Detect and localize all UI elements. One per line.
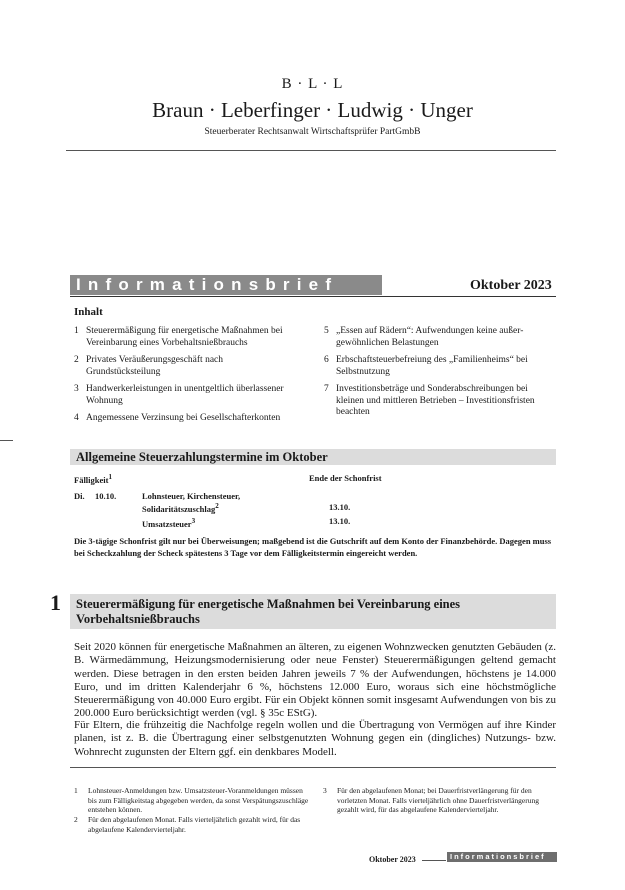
firm-name: Braun · Leberfinger · Ludwig · Unger bbox=[152, 98, 473, 122]
due-dates-column-due bbox=[74, 472, 112, 485]
due-dates-note: Die 3-tägige Schonfrist gilt nur bei Überweisungen; maßgebend ist die Gutschrift auf dem Konto der Finanzbehörde. Dagegen muss bei Scheckzahlung der Scheck spätestens 3 Tage vor dem Fälligkeitstermin eingereicht werden. bbox=[74, 536, 552, 558]
footnote bbox=[323, 786, 556, 815]
masthead-title: Informationsbrief bbox=[70, 275, 382, 295]
due-date: 10.10. bbox=[95, 491, 117, 501]
footnote-ref: 2 bbox=[215, 502, 219, 510]
footnote-text: Lohnsteuer-Anmeldungen bzw. Umsatzsteuer-Voranmeldungen müssen bis zum Fälligkeitstag abgegeben werden, da sonst Verspätungszuschläge entstehen können. bbox=[88, 786, 309, 814]
due-tax-umsatzsteuer bbox=[142, 516, 195, 529]
due-end-umsatzsteuer: 13.10. bbox=[329, 516, 351, 526]
toc-item[interactable] bbox=[74, 355, 299, 378]
toc-item-number: 1 bbox=[74, 326, 79, 336]
section-paragraph-2: Für Eltern, die frühzeitig die Nachfolge regeln wollen und die Übertragung von Vermögen auf ihre Kinder planen, ist z. B. die Übertragung einer selbstgenutzten Wohnung gegen ein (dingliches) Nutzungs- bzw. Wohnrecht zugunsten der Eltern ggf. ein denkbares Modell. bbox=[74, 719, 556, 758]
column-due-label: Fälligkeit bbox=[74, 474, 109, 485]
toc-heading: Inhalt bbox=[74, 306, 103, 318]
toc-left-column bbox=[74, 326, 299, 431]
firm-subtitle: Steuerberater Rechtsanwalt Wirtschaftsprüfer PartGmbB bbox=[204, 127, 421, 137]
toc-item[interactable] bbox=[74, 326, 299, 349]
toc-item-label: Angemessene Verzinsung bei Gesellschafterkonten bbox=[86, 413, 281, 423]
footnote-divider bbox=[70, 767, 556, 768]
footnote-number: 1 bbox=[74, 786, 78, 795]
footer-divider bbox=[422, 860, 446, 861]
footnote-number: 3 bbox=[323, 786, 327, 795]
footnote-text: Für den abgelaufenen Monat; bei Dauerfristverlängerung für den vorletzten Monat. Falls vierteljährlich ohne Dauerfristverlängerung gezahlt wird, für das abgelaufene Kalendervierteljahr. bbox=[337, 786, 540, 814]
toc-item[interactable] bbox=[324, 326, 549, 349]
tax-name-line: Solidaritätszuschlag$^2$ bbox=[142, 502, 219, 514]
due-dates-heading: Allgemeine Steuerzahlungstermine im Oktober bbox=[70, 449, 556, 465]
footnote-number: 2 bbox=[74, 815, 78, 824]
toc-item-number: 2 bbox=[74, 355, 79, 365]
masthead-date: Oktober 2023 bbox=[470, 278, 552, 293]
footnote-text: Für den abgelaufenen Monat. Falls vierteljährlich gezahlt wird, für das abgelaufene Kalendervierteljahr. bbox=[88, 815, 301, 834]
toc-item-number: 3 bbox=[74, 384, 79, 394]
section-title: Steuerermäßigung für energetische Maßnahmen bei Vereinbarung eines Vorbehaltsnießbrauchs bbox=[70, 594, 556, 629]
toc-item-number: 5 bbox=[324, 326, 329, 336]
section-number: 1 bbox=[50, 590, 61, 615]
toc-item-label: Investitionsbeträge und Sonderabschreibungen bei kleinen und mittleren Betrieben – Investitionsfristen beachten bbox=[336, 384, 535, 417]
toc-item-label: Handwerkerleistungen in unentgeltlich überlassener Wohnung bbox=[86, 384, 284, 406]
footnote bbox=[74, 815, 309, 834]
footer-badge: Informationsbrief bbox=[447, 852, 557, 862]
toc-item-label: Erbschaftsteuerbefreiung des „Familienheims“ bei Selbstnutzung bbox=[336, 355, 528, 377]
toc-item[interactable] bbox=[324, 355, 549, 378]
toc-item-number: 6 bbox=[324, 355, 329, 365]
toc-item[interactable] bbox=[74, 413, 299, 425]
margin-fold-mark bbox=[0, 440, 13, 441]
due-tax-lohnsteuer bbox=[142, 491, 240, 514]
due-day: Di. bbox=[74, 491, 85, 501]
firm-initials: B · L · L bbox=[281, 76, 344, 92]
footnote bbox=[74, 786, 309, 815]
due-end-lohnsteuer: 13.10. bbox=[329, 502, 351, 512]
footer-date: Oktober 2023 bbox=[369, 855, 416, 864]
tax-name-label: Umsatzsteuer bbox=[142, 518, 192, 529]
header-divider bbox=[66, 150, 556, 151]
toc-item[interactable] bbox=[74, 384, 299, 407]
footnote-ref: 1 bbox=[108, 473, 113, 481]
toc-item-label: Privates Veräußerungsgeschäft nach Grundstücksteilung bbox=[86, 355, 223, 377]
toc-item-number: 7 bbox=[324, 384, 329, 394]
toc-right-column bbox=[324, 326, 549, 425]
masthead-divider bbox=[70, 296, 556, 297]
footnote-ref: 3 bbox=[191, 517, 196, 525]
toc-item-label: „Essen auf Rädern“: Aufwendungen keine außer-gewöhnlichen Belastungen bbox=[336, 326, 524, 348]
due-dates-column-end: Ende der Schonfrist bbox=[309, 473, 382, 483]
tax-name-line: Lohnsteuer, Kirchensteuer, bbox=[142, 491, 241, 501]
section-paragraph-1: Seit 2020 können für energetische Maßnahmen an älteren, zu eigenen Wohnzwecken genutzten Gebäuden (z. B. Wärmedämmung, Heizungsmodernisierung oder neue Fenster) Steuerermäßigungen geltend gemacht werden. Diese betragen in den ersten beiden Jahren jeweils 7 % der Aufwendungen, höchstens je 14.000 Euro, und im dritten Kalenderjahr 6 %, höchstens 12.000 Euro, woraus sich eine höchstmögliche Steuerermäßigung von 40.000 Euro ergibt. Für ein Objekt können somit insgesamt Aufwendungen von bis zu 200.000 Euro berücksichtigt werden (vgl. § 35c EStG). bbox=[74, 641, 556, 720]
toc-item-number: 4 bbox=[74, 413, 79, 423]
toc-item-label: Steuerermäßigung für energetische Maßnahmen bei Vereinbarung eines Vorbehaltsnießbrauchs bbox=[86, 326, 283, 348]
toc-item[interactable] bbox=[324, 384, 549, 419]
